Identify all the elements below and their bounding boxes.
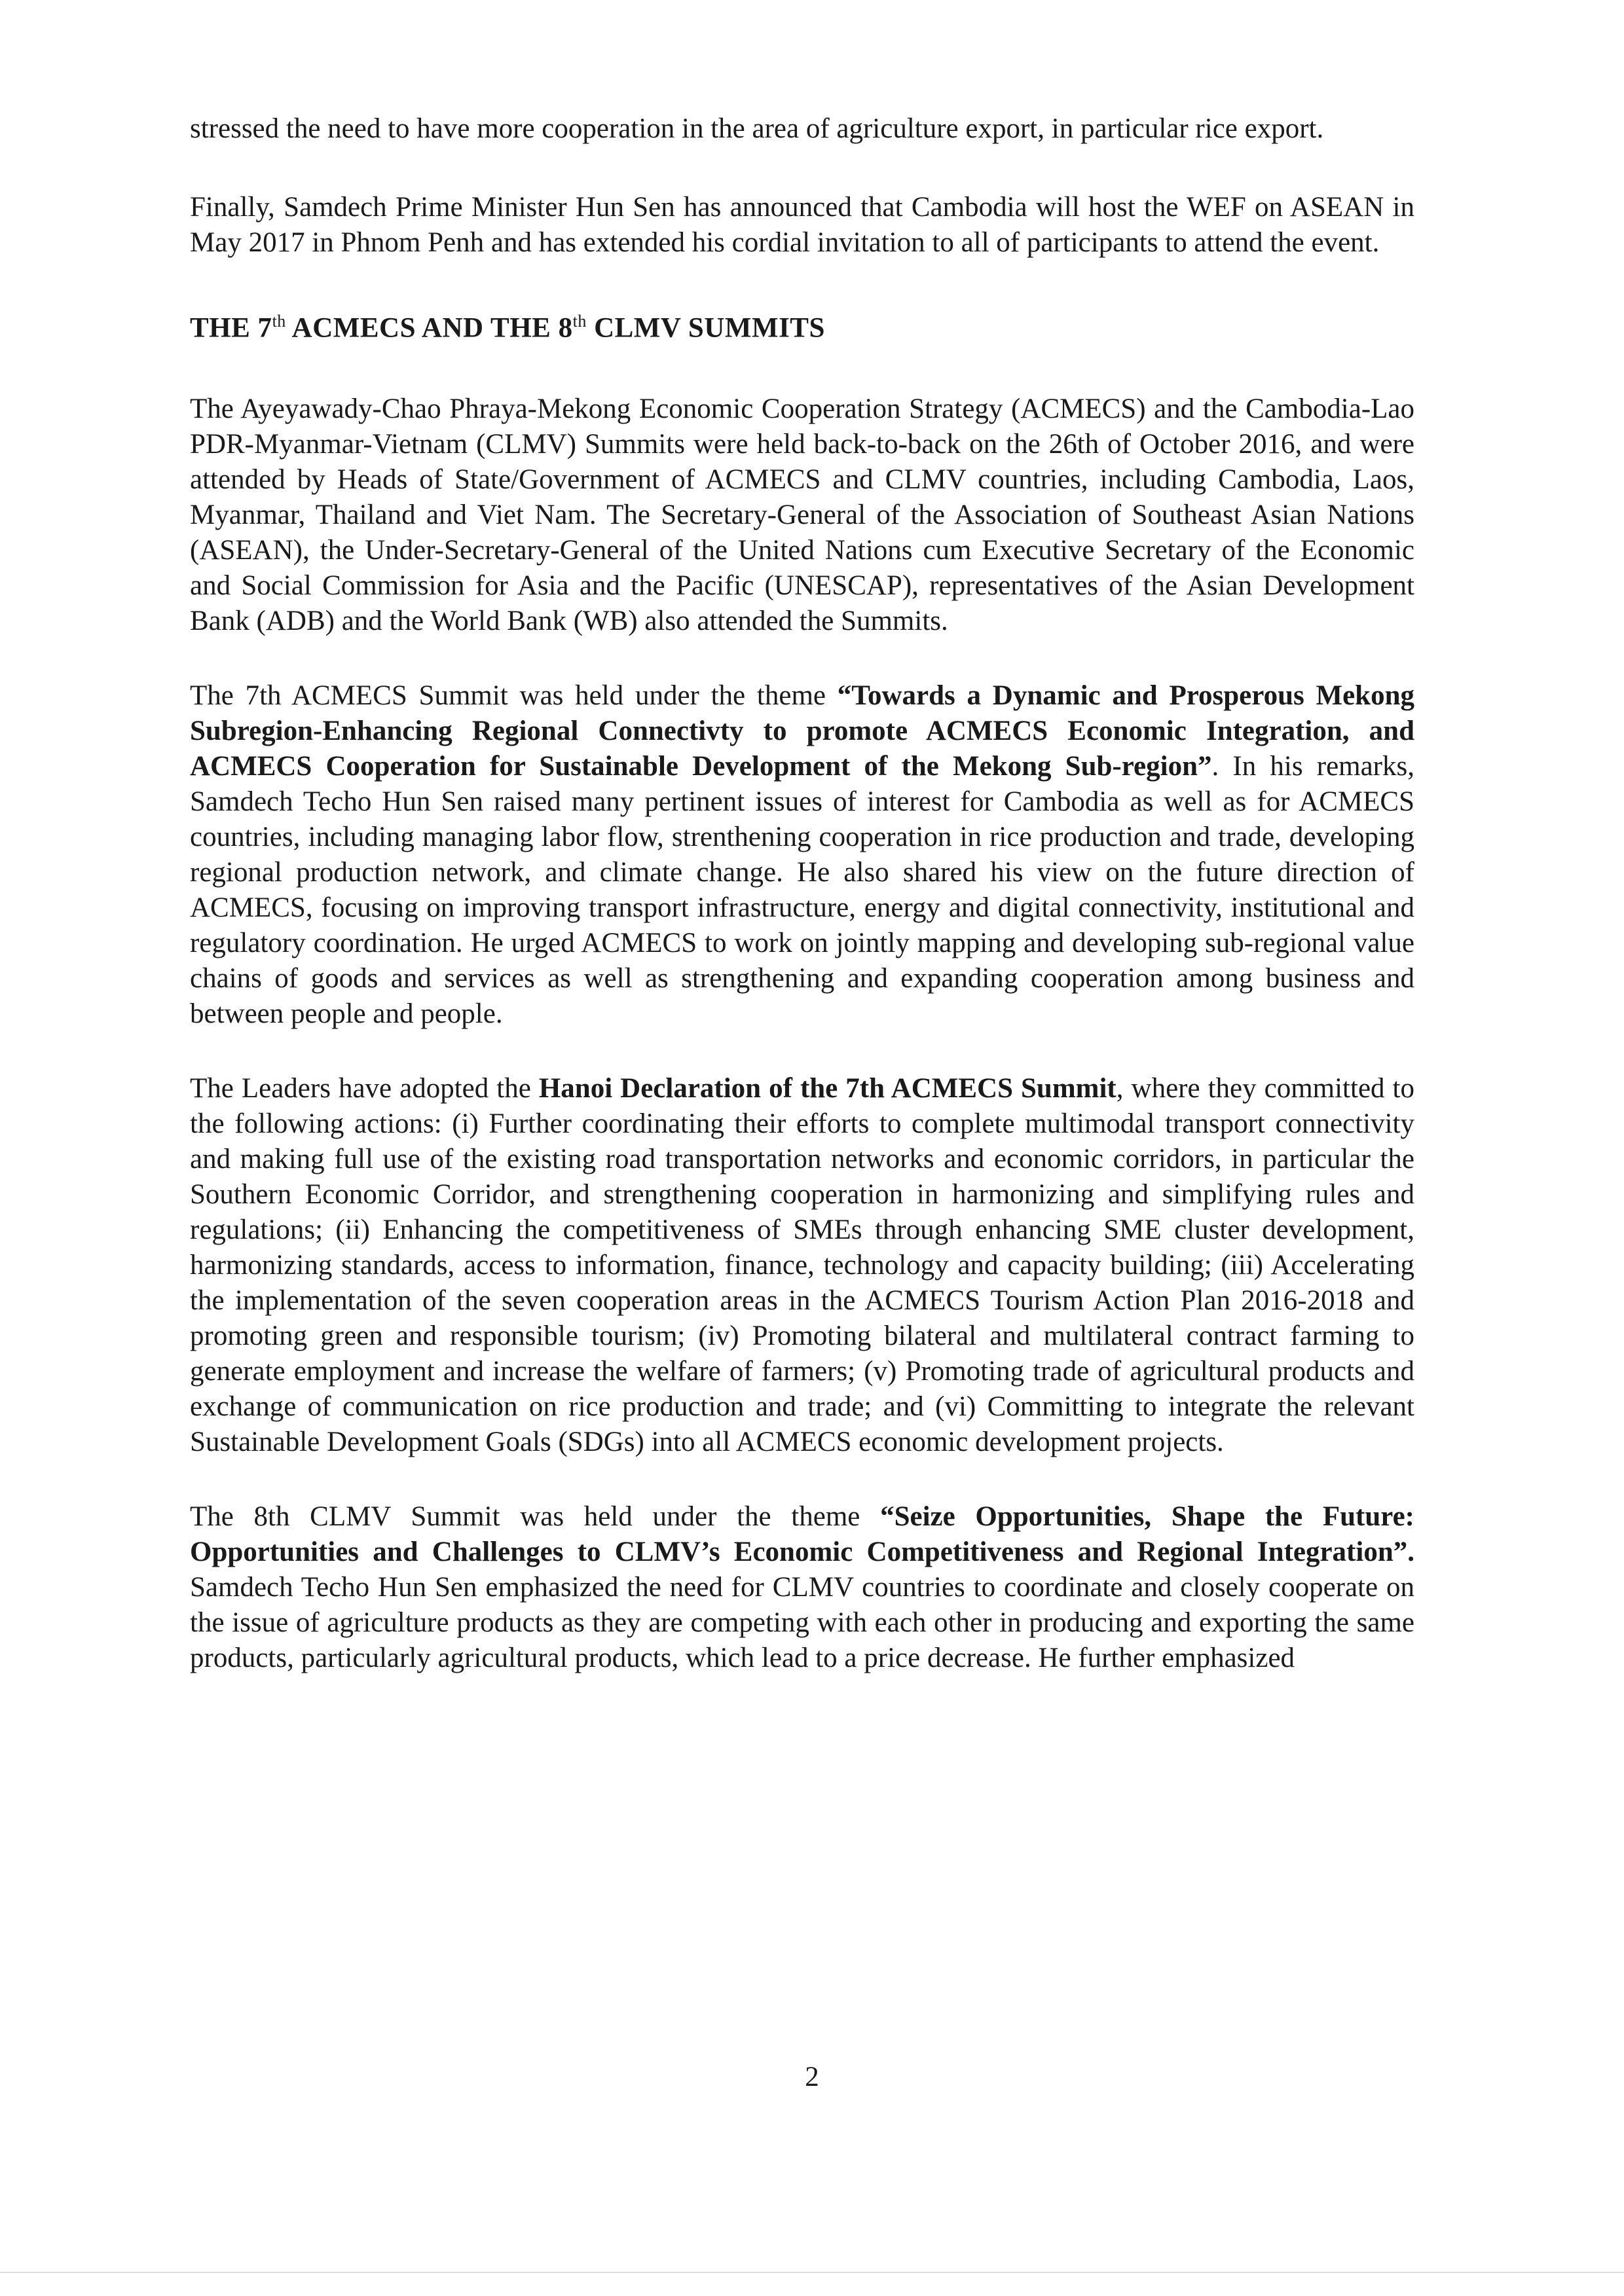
clmv-lead: The 8th CLMV Summit was held under the theme: [190, 1501, 881, 1533]
heading-part-3: CLMV SUMMITS: [586, 312, 825, 344]
acmecs-lead: The 7th ACMECS Summit was held under the theme: [190, 680, 838, 712]
hanoi-declaration: Hanoi Declaration of the 7th ACMECS Summit: [538, 1073, 1116, 1104]
heading-sup-1: th: [272, 312, 286, 331]
page-number: 2: [805, 2062, 819, 2092]
paragraph-hanoi: [190, 1071, 1414, 1460]
paragraph-summits: The Ayeyawady-Chao Phraya-Mekong Economic Cooperation Strategy (ACMECS) and the Cambodia-Lao PDR-Myanmar-Vietnam (CLMV) Summits were held back-to-back on the 26th of October 2016, and were attended by Heads of State/Government of ACMECS and CLMV countries, including Cambodia, Laos, Myanmar, Thailand and Viet Nam. The Secretary-General of the Association of Southeast Asian Nations (ASEAN), the Under-Secretary-General of the United Nations cum Executive Secretary of the Economic and Social Commission for Asia and the Pacific (UNESCAP), representatives of the Asian Development Bank (ADB) and the World Bank (WB) also attended the Summits.: [190, 393, 1414, 637]
hanoi-rest: , where they committed to the following actions: (i) Further coordinating their efforts to complete multimodal transport connectivity and making full use of the existing road transportation networks and economic corridors, in particular the Southern Economic Corridor, and strengthening cooperation in harmonizing and simplifying rules and regulations; (ii) Enhancing the competitiveness of SMEs through enhancing SME cluster development, harmonizing standards, access to information, finance, technology and capacity building; (iii) Accelerating the implementation of the seven cooperation areas in the ACMECS Tourism Action Plan 2016-2018 and promoting green and responsible tourism; (iv) Promoting bilateral and multilateral contract farming to generate employment and increase the welfare of farmers; (v) Promoting trade of agricultural products and exchange of communication on rice production and trade; and (vi) Committing to integrate the relevant Sustainable Development Goals (SDGs) into all ACMECS economic development projects.: [190, 1073, 1414, 1458]
clmv-rest: Samdech Techo Hun Sen emphasized the need for CLMV countries to coordinate and closely cooperate on the issue of agriculture products as they are competing with each other in producing and exporting the same products, particularly agricultural products, which lead to a price decrease. He further emphasized: [190, 1572, 1414, 1674]
acmecs-rest: . In his remarks, Samdech Techo Hun Sen raised many pertinent issues of interest for Cambodia as well as for ACMECS countries, including managing labor flow, strenthening cooperation in rice production and trade, developing regional production network, and climate change. He also shared his view on the future direction of ACMECS, focusing on improving transport infrastructure, energy and digital connectivity, institutional and regulatory coordination. He urged ACMECS to work on jointly mapping and developing sub-regional value chains of goods and services as well as strengthening and expanding cooperation among business and between people and people.: [190, 751, 1414, 1030]
heading-part-1: THE 7: [190, 312, 272, 344]
section-heading: [190, 304, 1414, 346]
heading-sup-2: th: [572, 312, 587, 331]
paragraph-intro: stressed the need to have more cooperation in the area of agriculture export, in particular rice export.: [190, 113, 1324, 144]
clmv-theme: “Seize Opportunities, Shape the Future: Opportunities and Challenges to CLMV’s Economic Competitiveness and Regional Integration”.: [190, 1501, 1414, 1568]
paragraph-clmv: [190, 1499, 1414, 1676]
paragraph-acmecs: [190, 678, 1414, 1032]
scan-edge-line: [0, 2272, 1624, 2273]
document-body: [190, 111, 1414, 1715]
acmecs-theme: “Towards a Dynamic and Prosperous Mekong Subregion-Enhancing Regional Connectivty to promote ACMECS Economic Integration, and ACMECS Cooperation for Sustainable Development of the Mekong Sub-region”: [190, 680, 1414, 782]
heading-part-2: ACMECS AND THE 8: [286, 312, 573, 344]
paragraph-wef: Finally, Samdech Prime Minister Hun Sen has announced that Cambodia will host the WEF on ASEAN in May 2017 in Phnom Penh and has extended his cordial invitation to all of participants to attend the event.: [190, 192, 1414, 258]
hanoi-lead: The Leaders have adopted the: [190, 1073, 539, 1104]
